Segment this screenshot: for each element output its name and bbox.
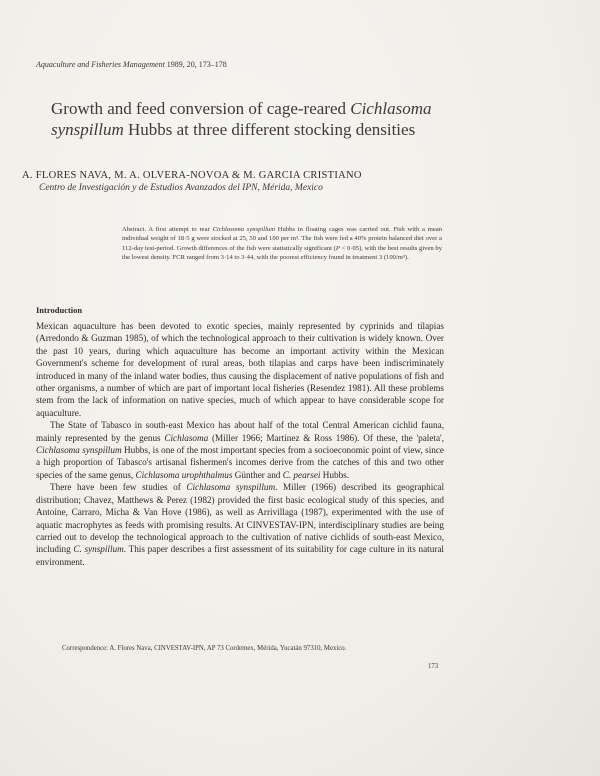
p3-species: Cichlasoma synspillum [186,482,276,493]
body-text [36,320,444,568]
author-list: A. FLORES NAVA, M. A. OLVERA-NOVOA & M. GARCIA CRISTIANO [22,170,362,181]
title-part1: Growth and feed conversion of cage-reared [51,99,351,118]
correspondence-footnote: Correspondence: A. Flores Nava, CINVESTAV-IPN, AP 73 Cordemex, Mérida, Yucatán 97310, Mexico. [62,645,347,652]
p2-species: Cichlasoma synspillum [36,445,122,456]
abstract-species: Cichlasoma synspillum [212,226,275,233]
p2-text: Günther and [232,469,283,480]
affiliation: Centro de Investigación y de Estudios Avanzados del IPN, Mérida, Mexico [39,183,323,193]
page-number: 173 [428,663,439,670]
journal-name: Aquaculture and Fisheries Management [36,60,165,69]
p2-text: Hubbs, is one of the most important species from a socioeconomic point of view, since a high proportion of Tabasco's artisanal fishermen's incomes derive from the catches of this and two other species of the same genus, [36,445,445,480]
p2-species: C. pearsei [282,469,321,480]
abstract-text-2: Hubbs in floating cages was carried out. Fish with a mean individual weight of 18·5 g were stocked at 25, 50 and 100 per m³. The fish were fed a 40% protein balanced diet over a 112-day test-period. Growth differences of the fish were statistically significant ( [122,226,443,252]
abstract-label: Abstract. [122,226,146,233]
p3-species: C. synspillum [73,544,124,555]
title-part2: Hubbs at three different stocking densities [123,120,416,139]
p2-text: (Miller 1966; Martinez & Ross 1986). Of these, the 'paleta', [208,432,445,443]
p2-text: Hubbs. [320,469,350,480]
p3-text: . Miller (1966) described its geographical distribution; Chavez, Matthews & Perez (1982) provided the first basic ecological study of this species, and Antoine, Carraro, Micha & Van Hove (1986), as well as Arrivillaga (1987), experimented with the use of aquatic macrophytes as feeds with promising results. At CINVESTAV-IPN, interdisciplinary studies are being carried out to develop the technological approach to the cultivation of native cichlids of south-east Mexico, including [36,482,444,555]
journal-volume: 1989, 20, 173–178 [166,60,227,69]
paragraph-1: Mexican aquaculture has been devoted to exotic species, mainly represented by cyprinids and tilapias (Arredondo & Guzman 1985), of which the technological approach to their cultivation is widely known. Over the past 10 years, during which aquaculture has become an important activity within the Mexican Government's scheme for development of rural areas, both tilapias and carps have been indiscriminately introduced in many of the inland water bodies, thus causing the displacement of native populations of fish and other organisms, a number of which are part of important local fisheries (Resendez 1981). All these problems stem from the lack of information on native species, much of which appear to have considerable scope for aquaculture. [36,321,444,418]
section-heading: Introduction [36,305,83,315]
abstract-p: P [335,244,340,252]
p2-species: Cichlasoma urophthalmus [135,469,233,480]
paper-title [51,98,491,140]
abstract-text-3: < 0·05), with the best results given by the lowest density. FCR ranged from 3·14 to 3·44, with the poorest efficiency found in treatment 3 (100/m³). [122,244,442,262]
p2-genus: Cichlasoma [164,432,209,443]
p3-text: There have been few studies of [50,482,187,493]
abstract-text-1: A first attempt to rear [146,226,213,233]
abstract [122,225,442,263]
journal-citation [36,60,227,69]
p3-text: . This paper describes a first assessment of its suitability for cage culture in its natural environment. [36,544,444,567]
title-species: Cichlasoma synspillum [51,99,432,139]
p2-text: The State of Tabasco in south-east Mexico has about half of the total Central American cichlid fauna, mainly represented by the genus [36,420,444,443]
paragraph-3 [36,481,444,568]
paragraph-2 [36,419,444,481]
